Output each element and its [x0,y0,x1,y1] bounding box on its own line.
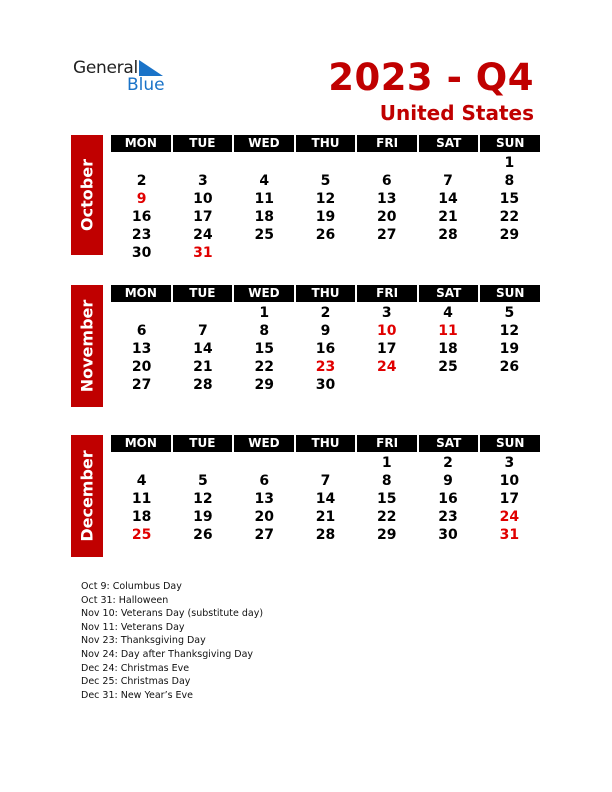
day-cell: 27 [377,227,397,243]
day-cell: 29 [499,227,520,243]
day-cell: 15 [499,191,520,207]
day-cell: 4 [259,173,270,189]
weekday-sun: SUN [480,285,540,302]
weekday-fri: FRI [357,135,417,152]
day-cell: 2 [443,455,453,471]
weekday-thu: THU [296,435,356,452]
weekday-sun: SUN [480,435,540,452]
day-cell: 4 [443,305,453,321]
day-cell: 27 [131,377,152,393]
holiday-item: Oct 9: Columbus Day [81,581,182,592]
empty-day-cell [356,376,417,394]
day-cell: 2 [320,305,331,321]
day-cell: 24 [499,509,520,525]
day-cell: 3 [198,173,208,189]
day-cell: 30 [131,245,152,261]
day-cell: 17 [499,491,520,507]
holiday-item: Dec 31: New Year’s Eve [81,689,194,701]
day-cell: 15 [254,341,274,357]
day-cell: 22 [254,359,274,375]
weekday-header [111,435,540,452]
day-cell: 27 [254,527,274,543]
empty-day-cell [295,154,356,172]
day-cell: 13 [131,341,152,357]
week-row [111,376,540,394]
day-cell: 22 [499,209,520,225]
weekday-sat: SAT [419,135,479,152]
day-cell: 10 [193,191,213,207]
day-cell: 25 [438,359,458,375]
weekday-tue: TUE [173,285,233,302]
month-name: November [77,299,97,393]
day-cell: 3 [504,455,515,471]
week-row [111,172,540,190]
day-cell: 28 [438,227,458,243]
day-cell: 4 [136,473,147,489]
logo-triangle-icon [139,60,163,76]
day-cell: 6 [381,173,392,189]
day-cell: 21 [193,359,213,375]
day-cell: 1 [504,155,515,171]
week-row [111,190,540,208]
brand-logo [73,58,173,98]
day-cell: 5 [320,173,331,189]
day-cell: 20 [131,359,152,375]
weekday-thu: THU [296,285,356,302]
day-cell: 19 [499,341,520,357]
holiday-item: Nov 11: Veterans Day [81,621,185,633]
day-cell: 16 [131,209,152,225]
day-cell: 30 [315,377,336,393]
logo-blue-text: Blue [127,75,165,95]
empty-day-cell [295,244,356,262]
day-cell: 18 [131,509,152,525]
weekday-sat: SAT [419,435,479,452]
weekday-header [111,285,540,302]
day-cell: 24 [193,227,213,243]
day-cell: 3 [381,305,392,321]
month-name: October [77,159,97,231]
country-subtitle: United States [379,101,534,125]
day-cell: 16 [438,491,458,507]
empty-day-cell [172,154,233,172]
empty-day-cell [295,454,356,472]
day-cell: 1 [259,305,270,321]
day-cell: 9 [443,473,453,489]
empty-day-cell [417,244,478,262]
day-cell: 16 [315,341,336,357]
day-cell: 13 [254,491,274,507]
day-cell: 20 [377,209,397,225]
empty-day-cell [172,304,233,322]
empty-day-cell [111,304,172,322]
day-cell: 7 [443,173,453,189]
day-cell: 6 [259,473,270,489]
week-row [111,526,540,544]
empty-day-cell [172,454,233,472]
week-row [111,208,540,226]
day-cell: 9 [320,323,331,339]
day-grid [111,154,540,262]
day-cell: 23 [315,359,336,375]
day-cell: 20 [254,509,274,525]
week-row [111,322,540,340]
day-cell: 28 [193,377,213,393]
empty-day-cell [417,376,478,394]
day-cell: 12 [315,191,336,207]
day-cell: 18 [438,341,458,357]
empty-day-cell [479,244,540,262]
day-cell: 12 [193,491,213,507]
day-cell: 23 [131,227,152,243]
week-row [111,304,540,322]
weekday-fri: FRI [357,435,417,452]
holiday-item: Nov 10: Veterans Day (substitute day) [81,608,264,620]
day-cell: 26 [315,227,336,243]
week-row [111,358,540,376]
day-cell: 18 [254,209,274,225]
weekday-fri: FRI [357,285,417,302]
month-block-december [71,435,540,557]
day-cell: 5 [504,305,515,321]
page-title: 2023 - Q4 [328,56,534,99]
day-cell: 6 [136,323,147,339]
day-cell: 28 [315,527,336,543]
weekday-wed: WED [234,285,294,302]
week-row [111,154,540,172]
day-grid [111,304,540,394]
weekday-mon: MON [111,435,171,452]
empty-day-cell [234,244,295,262]
day-cell: 10 [377,323,397,339]
week-row [111,454,540,472]
weekday-wed: WED [234,435,294,452]
weekday-tue: TUE [173,435,233,452]
day-cell: 17 [377,341,397,357]
day-cell: 19 [193,509,213,525]
day-cell: 31 [193,245,213,261]
day-cell: 14 [438,191,458,207]
weekday-header [111,135,540,152]
day-cell: 7 [320,473,331,489]
holiday-item: Dec 24: Christmas Eve [81,662,190,674]
day-cell: 2 [136,173,147,189]
empty-day-cell [234,454,295,472]
month-tab [71,435,103,557]
empty-day-cell [234,154,295,172]
day-cell: 5 [198,473,208,489]
day-cell: 21 [438,209,458,225]
day-cell: 25 [131,527,152,543]
day-cell: 25 [254,227,274,243]
empty-day-cell [356,244,417,262]
day-grid [111,454,540,544]
holiday-item: Nov 24: Day after Thanksgiving Day [81,648,254,660]
weekday-sun: SUN [480,135,540,152]
month-block-october [71,135,540,261]
day-cell: 10 [499,473,520,489]
week-row [111,472,540,490]
day-cell: 11 [438,323,458,339]
day-cell: 1 [381,455,392,471]
holiday-item: Dec 25: Christmas Day [81,676,191,688]
day-cell: 29 [254,377,274,393]
month-tab [71,285,103,407]
day-cell: 22 [377,509,397,525]
month-block-november [71,285,540,407]
day-cell: 19 [315,209,336,225]
day-cell: 26 [499,359,520,375]
day-cell: 13 [377,191,397,207]
day-cell: 7 [198,323,208,339]
logo-general-text: General [73,58,138,78]
empty-day-cell [417,154,478,172]
day-cell: 15 [377,491,397,507]
holiday-item: Oct 31: Halloween [81,594,169,606]
day-cell: 21 [315,509,336,525]
empty-day-cell [111,454,172,472]
empty-day-cell [111,154,172,172]
holiday-list [81,580,263,702]
weekday-tue: TUE [173,135,233,152]
holiday-item: Nov 23: Thanksgiving Day [81,635,206,647]
day-cell: 17 [193,209,213,225]
month-name: December [77,450,97,542]
day-cell: 31 [499,527,520,543]
day-cell: 24 [377,359,397,375]
week-row [111,490,540,508]
day-cell: 23 [438,509,458,525]
month-tab [71,135,103,255]
empty-day-cell [479,376,540,394]
week-row [111,226,540,244]
day-cell: 11 [254,191,274,207]
weekday-wed: WED [234,135,294,152]
day-cell: 30 [438,527,458,543]
day-cell: 9 [136,191,147,207]
day-cell: 8 [381,473,392,489]
day-cell: 26 [193,527,213,543]
day-cell: 11 [131,491,152,507]
week-row [111,340,540,358]
weekday-sat: SAT [419,285,479,302]
day-cell: 12 [499,323,520,339]
week-row [111,508,540,526]
day-cell: 29 [377,527,397,543]
day-cell: 14 [315,491,336,507]
week-row [111,244,540,262]
empty-day-cell [356,154,417,172]
weekday-mon: MON [111,135,171,152]
weekday-mon: MON [111,285,171,302]
day-cell: 8 [504,173,515,189]
weekday-thu: THU [296,135,356,152]
day-cell: 8 [259,323,270,339]
day-cell: 14 [193,341,213,357]
